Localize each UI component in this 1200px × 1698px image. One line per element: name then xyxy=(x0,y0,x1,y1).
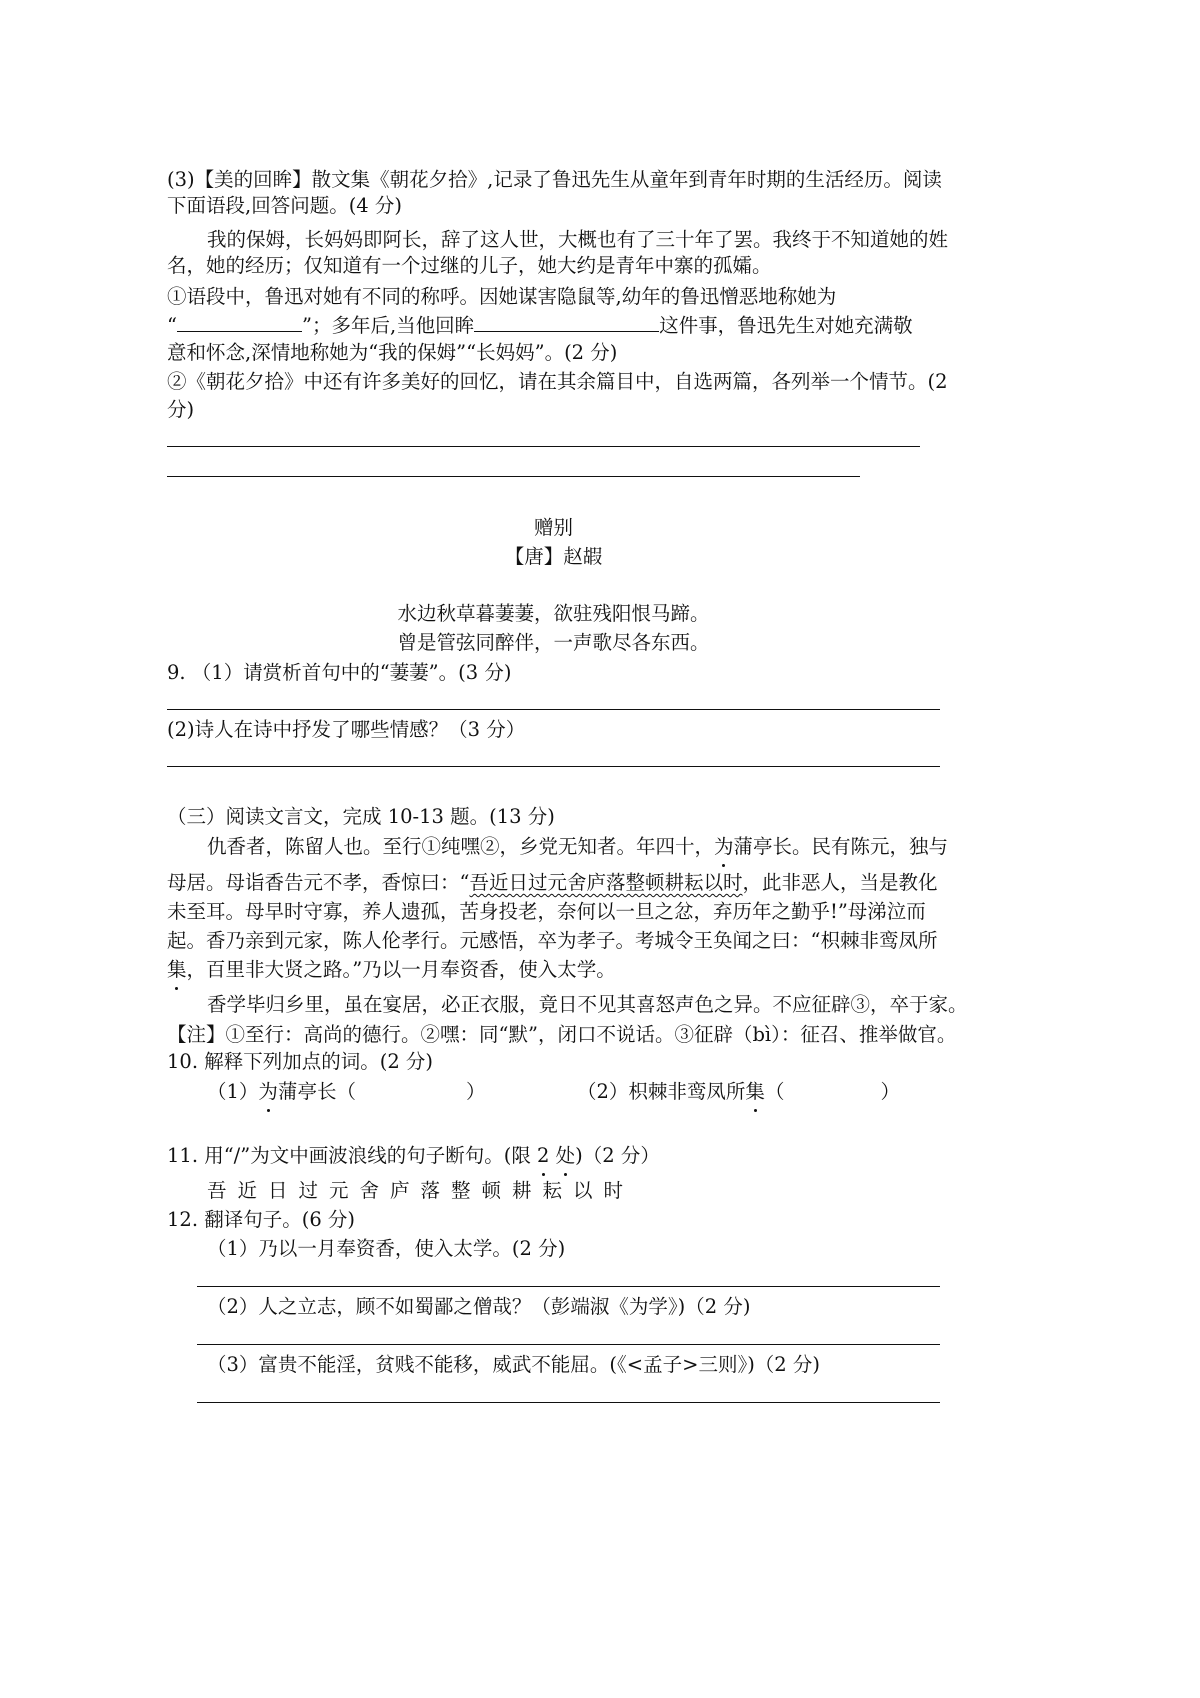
answer-line[interactable] xyxy=(167,709,940,710)
text-segment: ，此非恶人，当是教化 xyxy=(742,871,938,894)
q11-sentence: 吾近日过元舍庐落整顿耕耘以时 xyxy=(207,1179,635,1202)
q10-item2 xyxy=(577,1078,900,1106)
part3-q2-line2: 分) xyxy=(167,398,195,421)
dotted-word: 处 xyxy=(556,1142,576,1170)
classical-p1-line2 xyxy=(167,869,938,897)
q9-part2: (2)诗人在诗中抒发了哪些情感？（3 分） xyxy=(167,718,526,741)
poem-author: 【唐】赵嘏 xyxy=(504,545,603,568)
text-segment: 蒲亭长。民有陈元，独与 xyxy=(733,835,949,858)
part3-intro-line2: 下面语段,回答问题。(4 分) xyxy=(167,194,403,217)
poem-line-1: 水边秋草暮萋萋，欲驻残阳恨马蹄。 xyxy=(397,602,710,625)
q1-open-quote: “ xyxy=(167,314,177,337)
answer-line[interactable] xyxy=(167,476,860,477)
answer-line[interactable] xyxy=(167,446,920,447)
dotted-word: 为 xyxy=(714,833,734,861)
classical-p1-line1 xyxy=(207,833,948,861)
text-segment: )（2 分） xyxy=(575,1144,660,1167)
dotted-word: 为 xyxy=(258,1078,278,1106)
part3-q2-line1: ②《朝花夕拾》中还有许多美好的回忆，请在其余篇目中，自选两篇，各列举一个情节。(2 xyxy=(167,370,948,393)
part3-q1-line1: ①语段中，鲁迅对她有不同的称呼。因她谋害隐鼠等,幼年的鲁迅憎恶地称她为 xyxy=(167,285,837,308)
text-segment: （1） xyxy=(207,1080,259,1103)
text-segment: 母居。母诣香告元不孝，香惊曰：“ xyxy=(167,871,470,894)
text-segment: 11. 用“/”为文中画波浪线的句子断句。(限 xyxy=(167,1144,538,1167)
text-segment: （ xyxy=(764,1080,785,1103)
q1-blank-1[interactable] xyxy=(177,311,302,332)
q1-close-quote: ”；多年后,当他回眸 xyxy=(301,314,475,337)
q12-item1: （1）乃以一月奉资香，使入太学。(2 分) xyxy=(207,1237,566,1260)
classical-p1-line3: 未至耳。母早时守寡，养人遗孤，苦身投老，奈何以一旦之忿，弃历年之勤乎!”母涕泣而 xyxy=(167,900,926,923)
dotted-word: 集 xyxy=(167,956,187,984)
poem-title: 赠别 xyxy=(533,516,573,539)
dotted-word: 集 xyxy=(745,1078,765,1106)
classical-note: 【注】①至行：高尚的德行。②嘿：同“默”，闭口不说话。③征辟（bì）：征召、推举做官。 xyxy=(167,1023,957,1046)
classical-p2-line1: 香学毕归乡里，虽在宴居，必正衣服，竟日不见其喜怒声色之异。不应征辟③，卒于家。 xyxy=(207,993,968,1016)
text-segment: ） xyxy=(465,1080,486,1103)
poem-line-2: 曾是管弦同醉伴，一声歌尽各东西。 xyxy=(397,631,710,654)
part3-q1-line3: 意和怀念,深情地称她为“我的保姆”“长妈妈”。(2 分) xyxy=(167,341,618,364)
text-segment: ） xyxy=(880,1080,900,1103)
text-segment: ，百里非大贤之路。”乃以一月奉资香，使入太学。 xyxy=(186,958,616,981)
q10-item1 xyxy=(207,1078,485,1106)
q1-tail: 这件事，鲁迅先生对她充满敬 xyxy=(659,314,913,337)
answer-line[interactable] xyxy=(167,766,940,767)
answer-line[interactable] xyxy=(197,1344,940,1345)
text-segment: 仇香者，陈留人也。至行①纯嘿②，乡党无知者。年四十， xyxy=(207,835,715,858)
q9-part1: 9. （1）请赏析首句中的“萋萋”。(3 分) xyxy=(167,661,512,684)
part3-q1-line2 xyxy=(167,311,913,340)
text-segment: 蒲亭长（ xyxy=(277,1080,356,1103)
part3-passage-line1: 我的保姆，长妈妈即阿长，辞了这人世，大概也有了三十年了罢。我终于不知道她的姓 xyxy=(207,228,949,251)
classical-p1-line5 xyxy=(167,956,616,984)
answer-line[interactable] xyxy=(197,1286,940,1287)
q12-item3: （3）富贵不能淫，贫贱不能移，威武不能屈。(《<孟子>三则》)（2 分) xyxy=(207,1353,821,1376)
q10-stem: 10. 解释下列加点的词。(2 分) xyxy=(167,1050,434,1073)
q12-stem: 12. 翻译句子。(6 分) xyxy=(167,1208,356,1231)
part3-passage-line2: 名，她的经历；仅知道有一个过继的儿子，她大约是青年中寨的孤孀。 xyxy=(167,254,772,277)
classical-header: （三）阅读文言文，完成 10-13 题。(13 分) xyxy=(167,805,555,828)
part3-intro-line1: (3)【美的回眸】散文集《朝花夕拾》,记录了鲁迅先生从童年到青年时期的生活经历。阅读 xyxy=(167,168,942,191)
q12-item2: （2）人之立志，顾不如蜀鄙之僧哉？（彭端淑《为学》)（2 分) xyxy=(207,1295,751,1318)
q11-stem xyxy=(167,1142,660,1170)
wavy-underlined-sentence: 吾近日过元舍庐落整顿耕耘以时 xyxy=(469,871,743,894)
dotted-word: 2 xyxy=(537,1142,549,1170)
q1-blank-2[interactable] xyxy=(474,311,659,332)
text-segment: （2）枳棘非鸾凤所 xyxy=(577,1080,746,1103)
answer-line[interactable] xyxy=(197,1402,940,1403)
classical-p1-line4: 起。香乃亲到元家，陈人伦孝行。元感悟，卒为孝子。考城令王奂闻之曰：“枳棘非鸾凤所 xyxy=(167,929,938,952)
